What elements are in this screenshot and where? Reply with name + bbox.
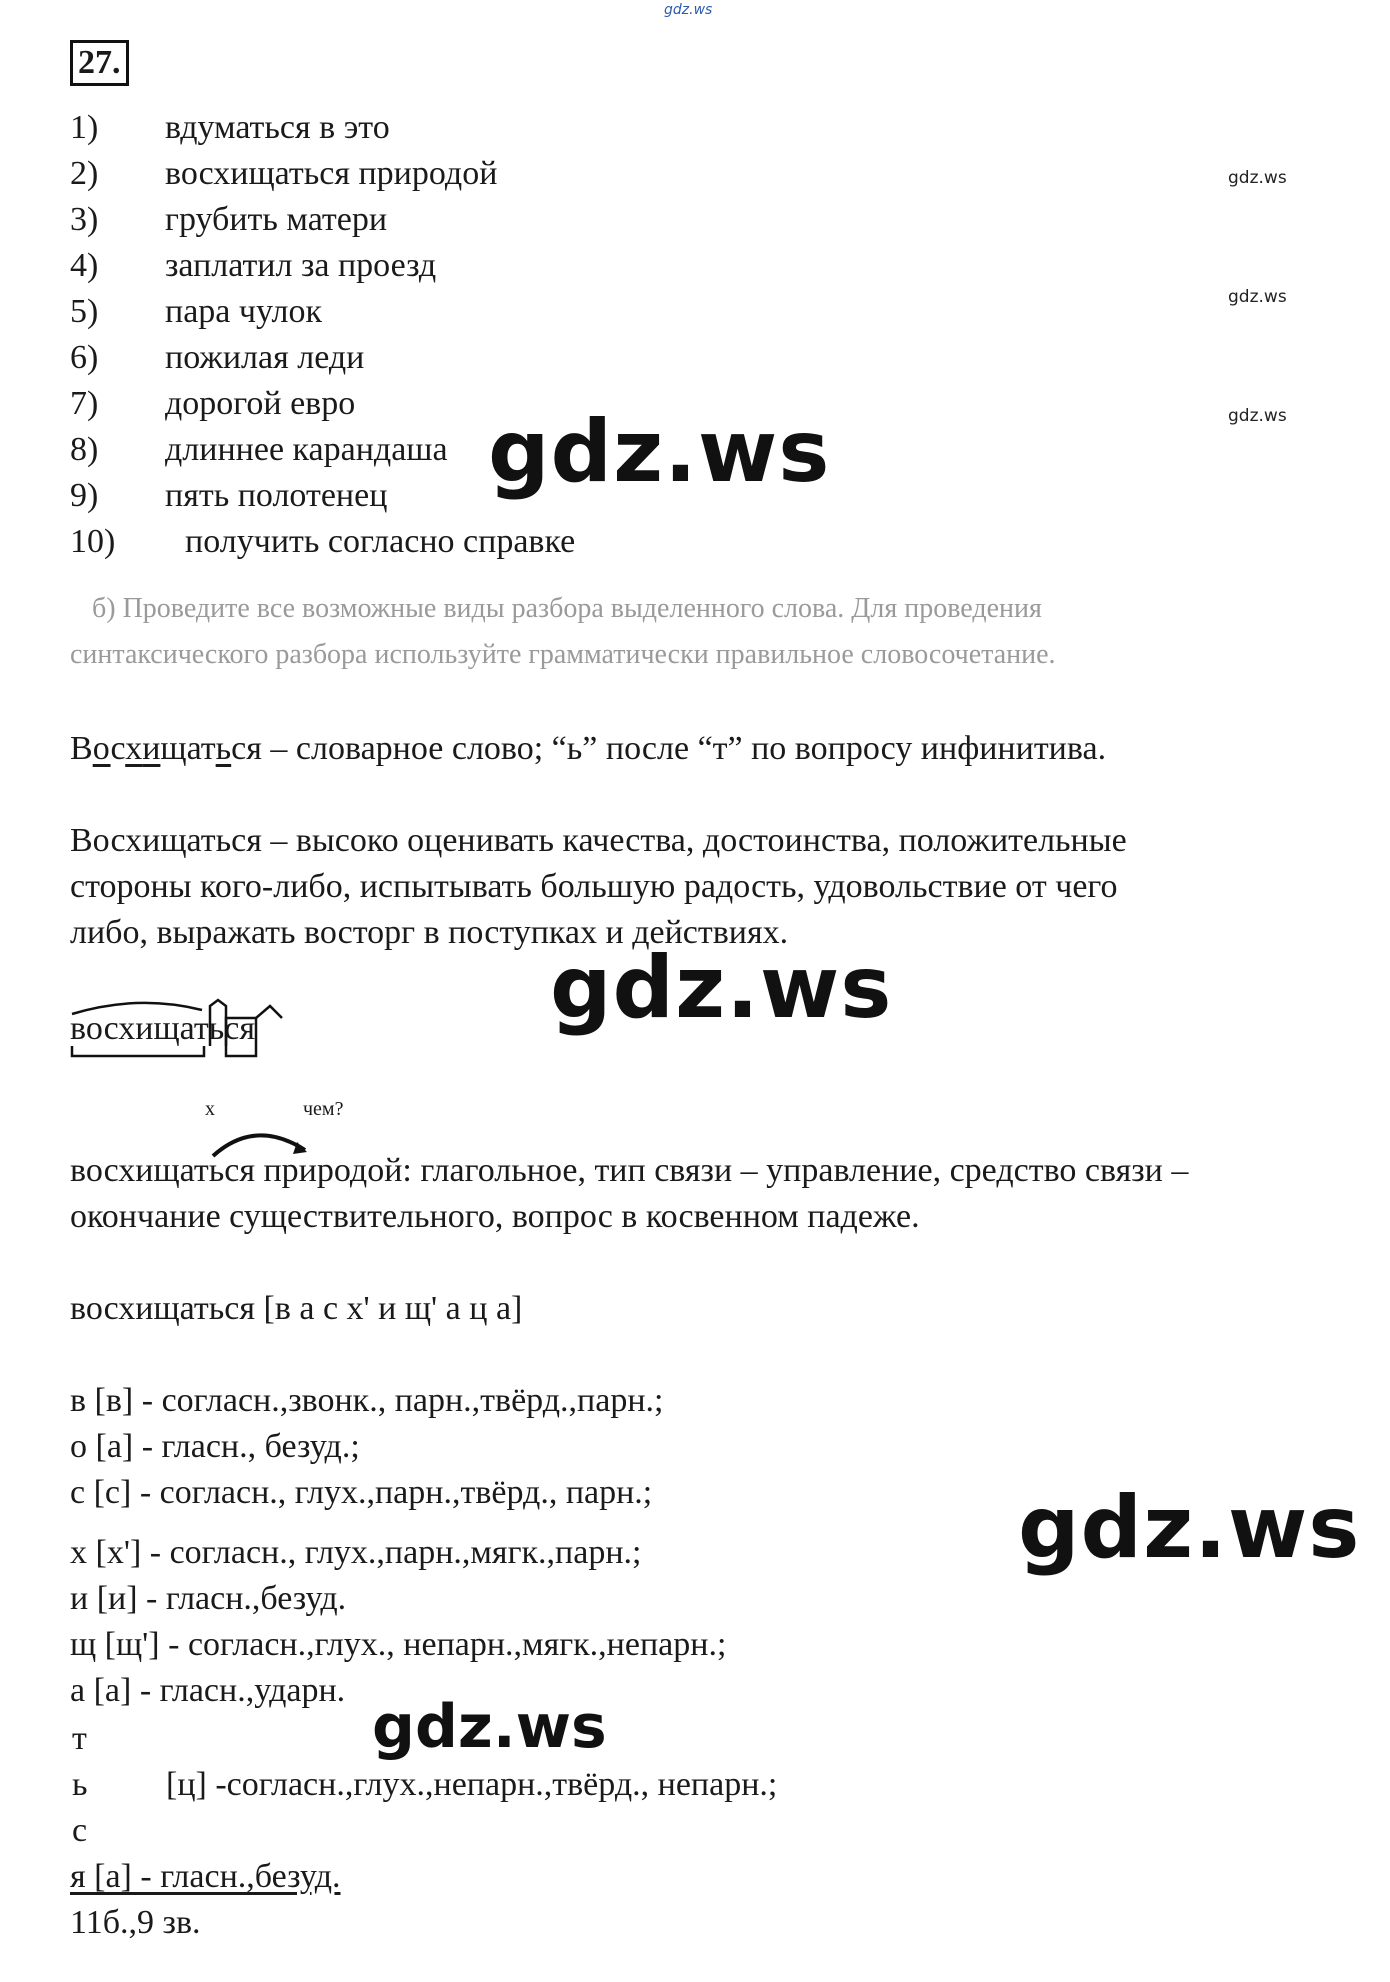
phonetic-line: щ [щ'] - согласн.,глух., непарн.,мягк.,непарн.; <box>70 1626 727 1663</box>
phonetic-line: а [а] - гласн.,ударн. <box>70 1672 346 1709</box>
phrase-text: дорогой евро <box>165 385 356 422</box>
letter: с <box>110 730 126 767</box>
meaning-line: стороны кого-либо, испытывать большую радость, удовольствие от чего <box>70 868 1118 905</box>
spelling-note <box>70 726 1106 772</box>
underlined-letter: и <box>142 730 161 767</box>
phrase-text: вдуматься в это <box>165 109 390 146</box>
syntax-line: окончание существительного, вопрос в косвенном падеже. <box>70 1198 920 1235</box>
root-arc <box>72 1003 202 1014</box>
phrase-number: 4) <box>70 247 99 284</box>
phonetic-line: в [в] - согласн.,звонк., парн.,твёрд.,парн.; <box>70 1382 664 1419</box>
postfix-mark <box>256 1006 282 1018</box>
watermark-big: gdz.ws <box>488 402 831 502</box>
letter-soft-sign: ь <box>72 1766 88 1803</box>
morpheme-marks <box>70 998 290 1068</box>
phrase-number: 9) <box>70 477 99 514</box>
phrase-number: 5) <box>70 293 99 330</box>
ending-box <box>226 1018 256 1056</box>
underlined-letter: о <box>92 730 111 767</box>
underlined-letter: х <box>125 730 143 767</box>
phonetic-line: с [с] - согласн., глух.,парн.,твёрд., парн.; <box>70 1474 653 1511</box>
letter: В <box>70 730 93 767</box>
phrase-text: пара чулок <box>165 293 322 330</box>
underlined-letter: ь <box>215 730 232 767</box>
phrase-text: грубить матери <box>165 201 388 238</box>
meaning-line: либо, выражать восторг в поступках и действиях. <box>70 914 789 951</box>
task-line: синтаксического разбора используйте грамматически правильное словосочетание. <box>70 639 1056 670</box>
morpheme-word: восхищаться <box>70 1010 255 1047</box>
watermark-mid: gdz.ws <box>372 1692 607 1762</box>
letter: ся <box>231 730 262 767</box>
phrase-text: длиннее карандаша <box>165 431 448 468</box>
letter-s: с <box>72 1812 88 1849</box>
phonetic-line-last: я [а] - гласн.,безуд. <box>70 1858 341 1895</box>
meaning-line: Восхищаться – высоко оценивать качества, достоинства, положительные <box>70 822 1127 859</box>
phrase-text: пять полотенец <box>165 477 388 514</box>
phrase-text: получить согласно справке <box>185 523 576 560</box>
watermark-side: gdz.ws <box>1228 287 1287 307</box>
phrase-number: 10) <box>70 523 116 560</box>
watermark-top: gdz.ws <box>664 2 713 18</box>
question-mark-label: чем? <box>303 1098 344 1120</box>
phrase-number: 7) <box>70 385 99 422</box>
phrase-number: 8) <box>70 431 99 468</box>
phrase-text: пожилая леди <box>165 339 365 376</box>
phrase-text: заплатил за проезд <box>165 247 437 284</box>
phrase-number: 6) <box>70 339 99 376</box>
watermark-side: gdz.ws <box>1228 406 1287 426</box>
suffix-mark <box>210 1000 226 1046</box>
phrase-number: 3) <box>70 201 99 238</box>
task-line: б) Проведите все возможные виды разбора выделенного слова. Для проведения <box>92 593 1042 624</box>
letter: щат <box>160 730 216 767</box>
phonetic-line: х [х'] - согласн., глух.,парн.,мягк.,парн.; <box>70 1534 642 1571</box>
watermark-big: gdz.ws <box>1018 1478 1361 1578</box>
phrase-text: восхищаться природой <box>165 155 498 192</box>
watermark-side: gdz.ws <box>1228 168 1287 188</box>
phonetic-line-ts: [ц] -согласн.,глух.,непарн.,твёрд., непарн.; <box>166 1766 778 1803</box>
phonetic-line: и [и] - гласн.,безуд. <box>70 1580 347 1617</box>
spelling-rule: – словарное слово; “ь” после “т” по вопросу инфинитива. <box>261 730 1107 767</box>
phrase-number: 1) <box>70 109 99 146</box>
letters-sounds-summary: 11б.,9 зв. <box>70 1904 201 1941</box>
phrase-number: 2) <box>70 155 99 192</box>
letter-t: т <box>72 1720 87 1757</box>
watermark-big: gdz.ws <box>550 938 893 1038</box>
stem-bracket <box>72 1046 204 1056</box>
morpheme-analysis <box>70 998 290 1068</box>
transcription: восхищаться [в а с х' и щ' а ц а] <box>70 1290 523 1327</box>
exercise-number: 27. <box>70 40 129 86</box>
phonetic-line: о [а] - гласн., безуд.; <box>70 1428 360 1465</box>
main-word-mark: х <box>205 1098 215 1120</box>
syntax-line: восхищаться природой: глагольное, тип связи – управление, средство связи – <box>70 1152 1189 1189</box>
